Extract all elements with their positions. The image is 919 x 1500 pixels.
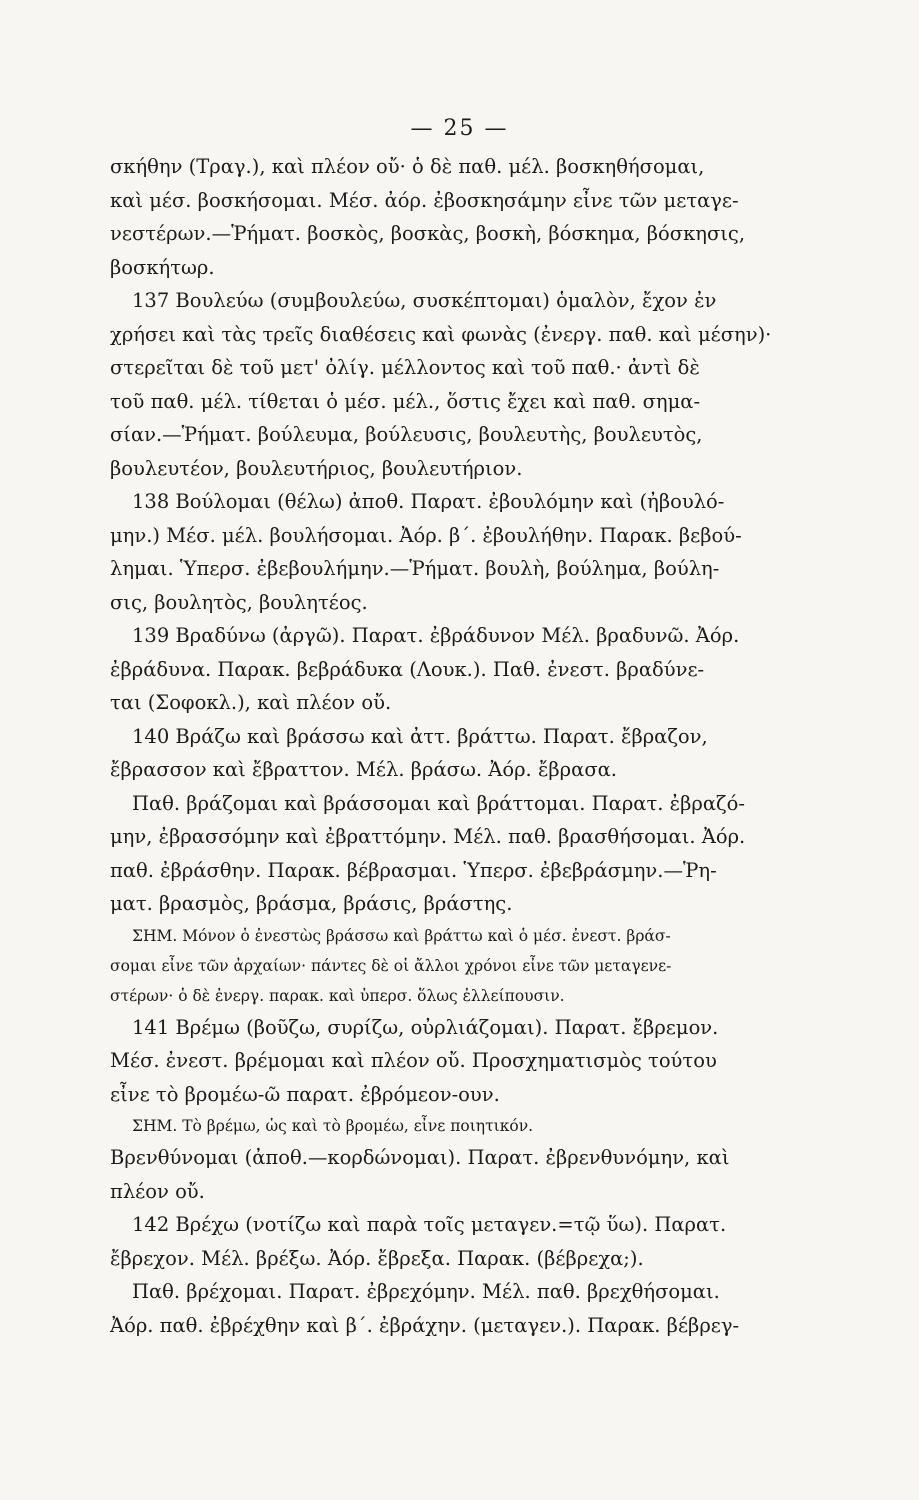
- entry-138-headword-line: 138 Βούλομαι (θέλω) ἀποθ. Παρατ. ἐβουλόμην καὶ (ἠβουλό-: [132, 490, 725, 513]
- body-text: [110, 150, 782, 1342]
- text-line: μην, ἐβρασσόμην καὶ ἐβραττόμην. Μέλ. παθ. βρασθήσομαι. Ἀόρ.: [110, 825, 746, 848]
- text-line: χρήσει καὶ τὰς τρεῖς διαθέσεις καὶ φωνὰς (ἐνεργ. παθ. καὶ μέσην)·: [110, 322, 772, 346]
- entry-142-headword-line: 142 Βρέχω (νοτίζω καὶ παρὰ τοῖς μεταγεν.=τῷ ὕω). Παρατ.: [132, 1213, 727, 1236]
- text-line: παθ. ἐβράσθην. Παρακ. βέβρασμαι. Ὑπερσ. ἐβεβράσμην.—Ῥη-: [110, 858, 717, 882]
- text-line: σις, βουλητὸς, βουλητέος.: [110, 590, 368, 614]
- text-line: λημαι. Ὑπερσ. ἐβεβουλήμην.—Ῥήματ. βουλὴ, βούλημα, βούλη-: [110, 557, 720, 580]
- text-line: ἔβρεχον. Μέλ. βρέξω. Ἀόρ. ἔβρεξα. Παρακ. (βέβρεχα;).: [110, 1246, 644, 1270]
- text-line: βουλευτέον, βουλευτήριος, βουλευτήριον.: [110, 456, 523, 480]
- text-line: ἔβρασσον καὶ ἔβραττον. Μέλ. βράσω. Ἀόρ. ἔβρασα.: [110, 758, 617, 781]
- entry-140-headword-line: 140 Βράζω καὶ βράσσω καὶ ἀττ. βράττω. Παρατ. ἔβραζον,: [132, 724, 708, 748]
- text-line: Παθ. βράζομαι καὶ βράσσομαι καὶ βράττομαι. Παρατ. ἐβραζό-: [132, 791, 745, 815]
- text-line: νεστέρων.—Ῥήματ. βοσκὸς, βοσκὰς, βοσκὴ, βόσκημα, βόσκησις,: [110, 222, 746, 245]
- note-line: ΣΗΜ. Μόνον ὁ ἐνεστὼς βράσσω καὶ βράττω καὶ ὁ μέσ. ἐνεστ. βράσ-: [132, 926, 671, 945]
- entry-139-headword-line: 139 Βραδύνω (ἀργῶ). Παρατ. ἐβράδυνον Μέλ. βραδυνῶ. Ἀόρ.: [132, 624, 740, 647]
- page-number: — 25 —: [410, 116, 509, 141]
- note-line: ΣΗΜ. Τὸ βρέμω, ὡς καὶ τὸ βρομέω, εἶνε ποιητικόν.: [132, 1117, 534, 1135]
- note-line: σομαι εἶνε τῶν ἀρχαίων· πάντες δὲ οἱ ἄλλοι χρόνοι εἶνε τῶν μεταγενε-: [110, 956, 672, 975]
- text-line: Βρενθύνομαι (ἀποθ.—κορδώνομαι). Παρατ. ἐβρενθυνόμην, καὶ: [110, 1146, 730, 1169]
- text-line: ματ. βρασμὸς, βράσμα, βράσις, βράστης.: [110, 892, 513, 915]
- entry-141-headword-line: 141 Βρέμω (βοῦζω, συρίζω, οὐρλιάζομαι). Παρατ. ἔβρεμον.: [132, 1015, 719, 1039]
- note-line: στέρων· ὁ δὲ ἐνεργ. παρακ. καὶ ὑπερσ. ὅλως ἐλλείπουσιν.: [110, 986, 565, 1005]
- text-line: μην.) Μέσ. μέλ. βουλήσομαι. Ἀόρ. β΄. ἐβουλήθην. Παρακ. βεβού-: [110, 523, 742, 547]
- text-line: καὶ μέσ. βοσκήσομαι. Μέσ. ἀόρ. ἐβοσκησάμην εἶνε τῶν μεταγε-: [110, 188, 739, 212]
- text-line: Ἀόρ. παθ. ἐβρέχθην καὶ β΄. ἐβράχην. (μεταγεν.). Παρακ. βέβρεγ-: [110, 1313, 740, 1337]
- text-line: τοῦ παθ. μέλ. τίθεται ὁ μέσ. μέλ., ὅστις ἔχει καὶ παθ. σημα-: [110, 389, 701, 413]
- text-line: σίαν.—Ῥήματ. βούλευμα, βούλευσις, βουλευτὴς, βουλευτὸς,: [110, 423, 703, 446]
- text-line: Μέσ. ἐνεστ. βρέμομαι καὶ πλέον οὔ. Προσχηματισμὸς τούτου: [110, 1049, 717, 1072]
- text-line: βοσκήτωρ.: [110, 255, 215, 279]
- text-line: πλέον οὔ.: [110, 1179, 205, 1203]
- text-line: σκήθην (Τραγ.), καὶ πλέον οὔ· ὁ δὲ παθ. μέλ. βοσκηθήσομαι,: [110, 155, 705, 178]
- text-line: ἐβράδυνα. Παρακ. βεβράδυκα (Λουκ.). Παθ. ἐνεστ. βραδύνε-: [110, 657, 705, 681]
- text-line: ται (Σοφοκλ.), καὶ πλέον οὔ.: [110, 691, 392, 714]
- text-line: στερεῖται δὲ τοῦ μετ' ὀλίγ. μέλλοντος καὶ τοῦ παθ.· ἀντὶ δὲ: [110, 356, 700, 379]
- text-line: εἶνε τὸ βρομέω-ῶ παρατ. ἐβρόμεον-ουν.: [110, 1082, 500, 1106]
- entry-137-headword-line: 137 Βουλεύω (συμβουλεύω, συσκέπτομαι) ὁμαλὸν, ἔχον ἐν: [132, 289, 717, 312]
- text-line: Παθ. βρέχομαι. Παρατ. ἐβρεχόμην. Μέλ. παθ. βρεχθήσομαι.: [132, 1280, 720, 1303]
